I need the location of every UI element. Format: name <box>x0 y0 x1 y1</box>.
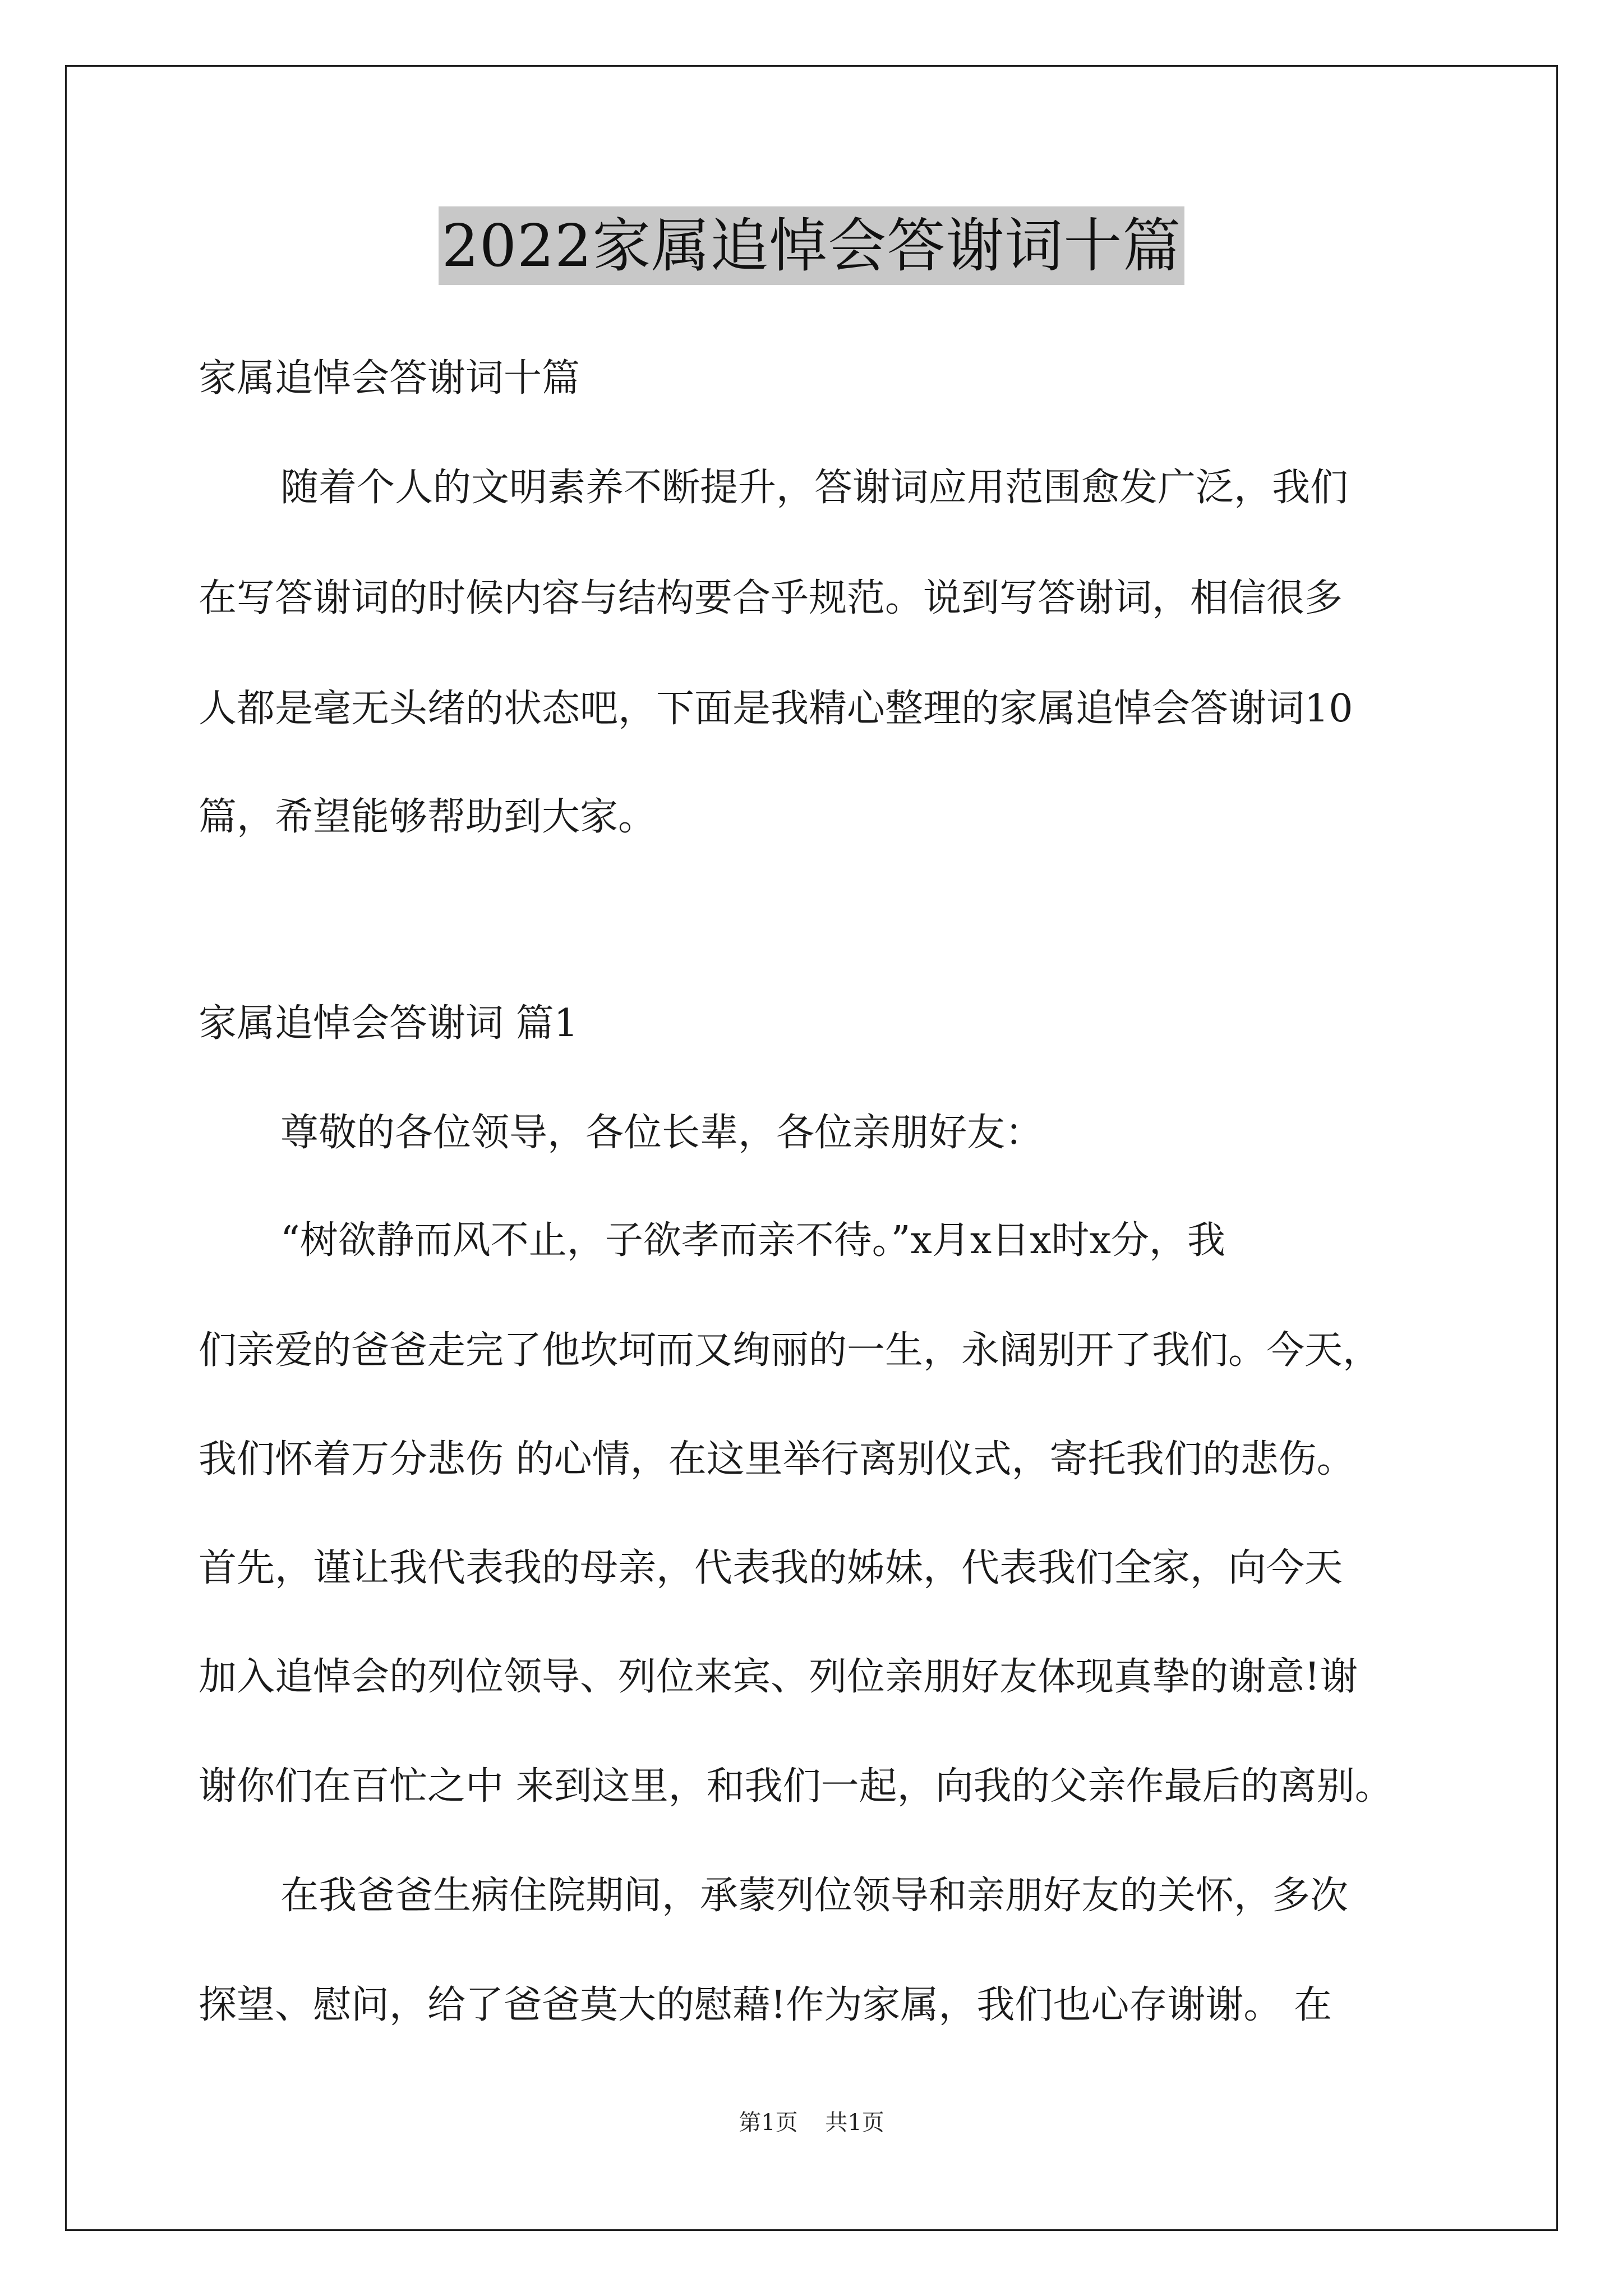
page-total: 共1页 <box>825 2110 884 2136</box>
paragraph-line: 篇，希望能够帮助到大家。 <box>199 795 657 839</box>
paragraph-line: 随着个人的文明素养不断提升，答谢词应用范围愈发广泛，我们 <box>280 466 1349 510</box>
subtitle: 家属追悼会答谢词十篇 <box>199 356 580 401</box>
page-number: 第1页 <box>739 2110 798 2136</box>
paragraph-line: 在我爸爸生病住院期间，承蒙列位领导和亲朋好友的关怀，多次 <box>280 1874 1349 1918</box>
page-footer <box>0 2106 1623 2139</box>
title-container <box>0 206 1623 285</box>
paragraph-line: 探望、慰问，给了爸爸莫大的慰藉!作为家属，我们也心存谢谢。 在 <box>199 1983 1332 2027</box>
paragraph-line: 们亲爱的爸爸走完了他坎坷而又绚丽的一生，永阔别开了我们。今天， <box>199 1328 1381 1373</box>
paragraph-line: 我们怀着万分悲伤 的心情，在这里举行离别仪式，寄托我们的悲伤。 <box>199 1437 1355 1481</box>
paragraph-line: 在写答谢词的时候内容与结构要合乎规范。说到写答谢词，相信很多 <box>199 576 1343 620</box>
paragraph-line: 谢你们在百忙之中 来到这里，和我们一起，向我的父亲作最后的离别。 <box>199 1764 1393 1809</box>
paragraph-line: 人都是毫无头绪的状态吧，下面是我精心整理的家属追悼会答谢词10 <box>199 687 1353 731</box>
paragraph-line: 加入追悼会的列位领导、列位来宾、列位亲朋好友体现真挚的谢意!谢 <box>199 1655 1358 1699</box>
document-title: 2022家属追悼会答谢词十篇 <box>439 206 1185 285</box>
paragraph-line: 首先，谨让我代表我的母亲，代表我的姊妹，代表我们全家，向今天 <box>199 1546 1343 1590</box>
section-heading: 家属追悼会答谢词 篇1 <box>199 1001 578 1046</box>
paragraph-line: 尊敬的各位领导，各位长辈，各位亲朋好友： <box>280 1111 1044 1155</box>
paragraph-line: “树欲静而风不止，子欲孝而亲不待。”x月x日x时x分，我 <box>280 1218 1225 1263</box>
